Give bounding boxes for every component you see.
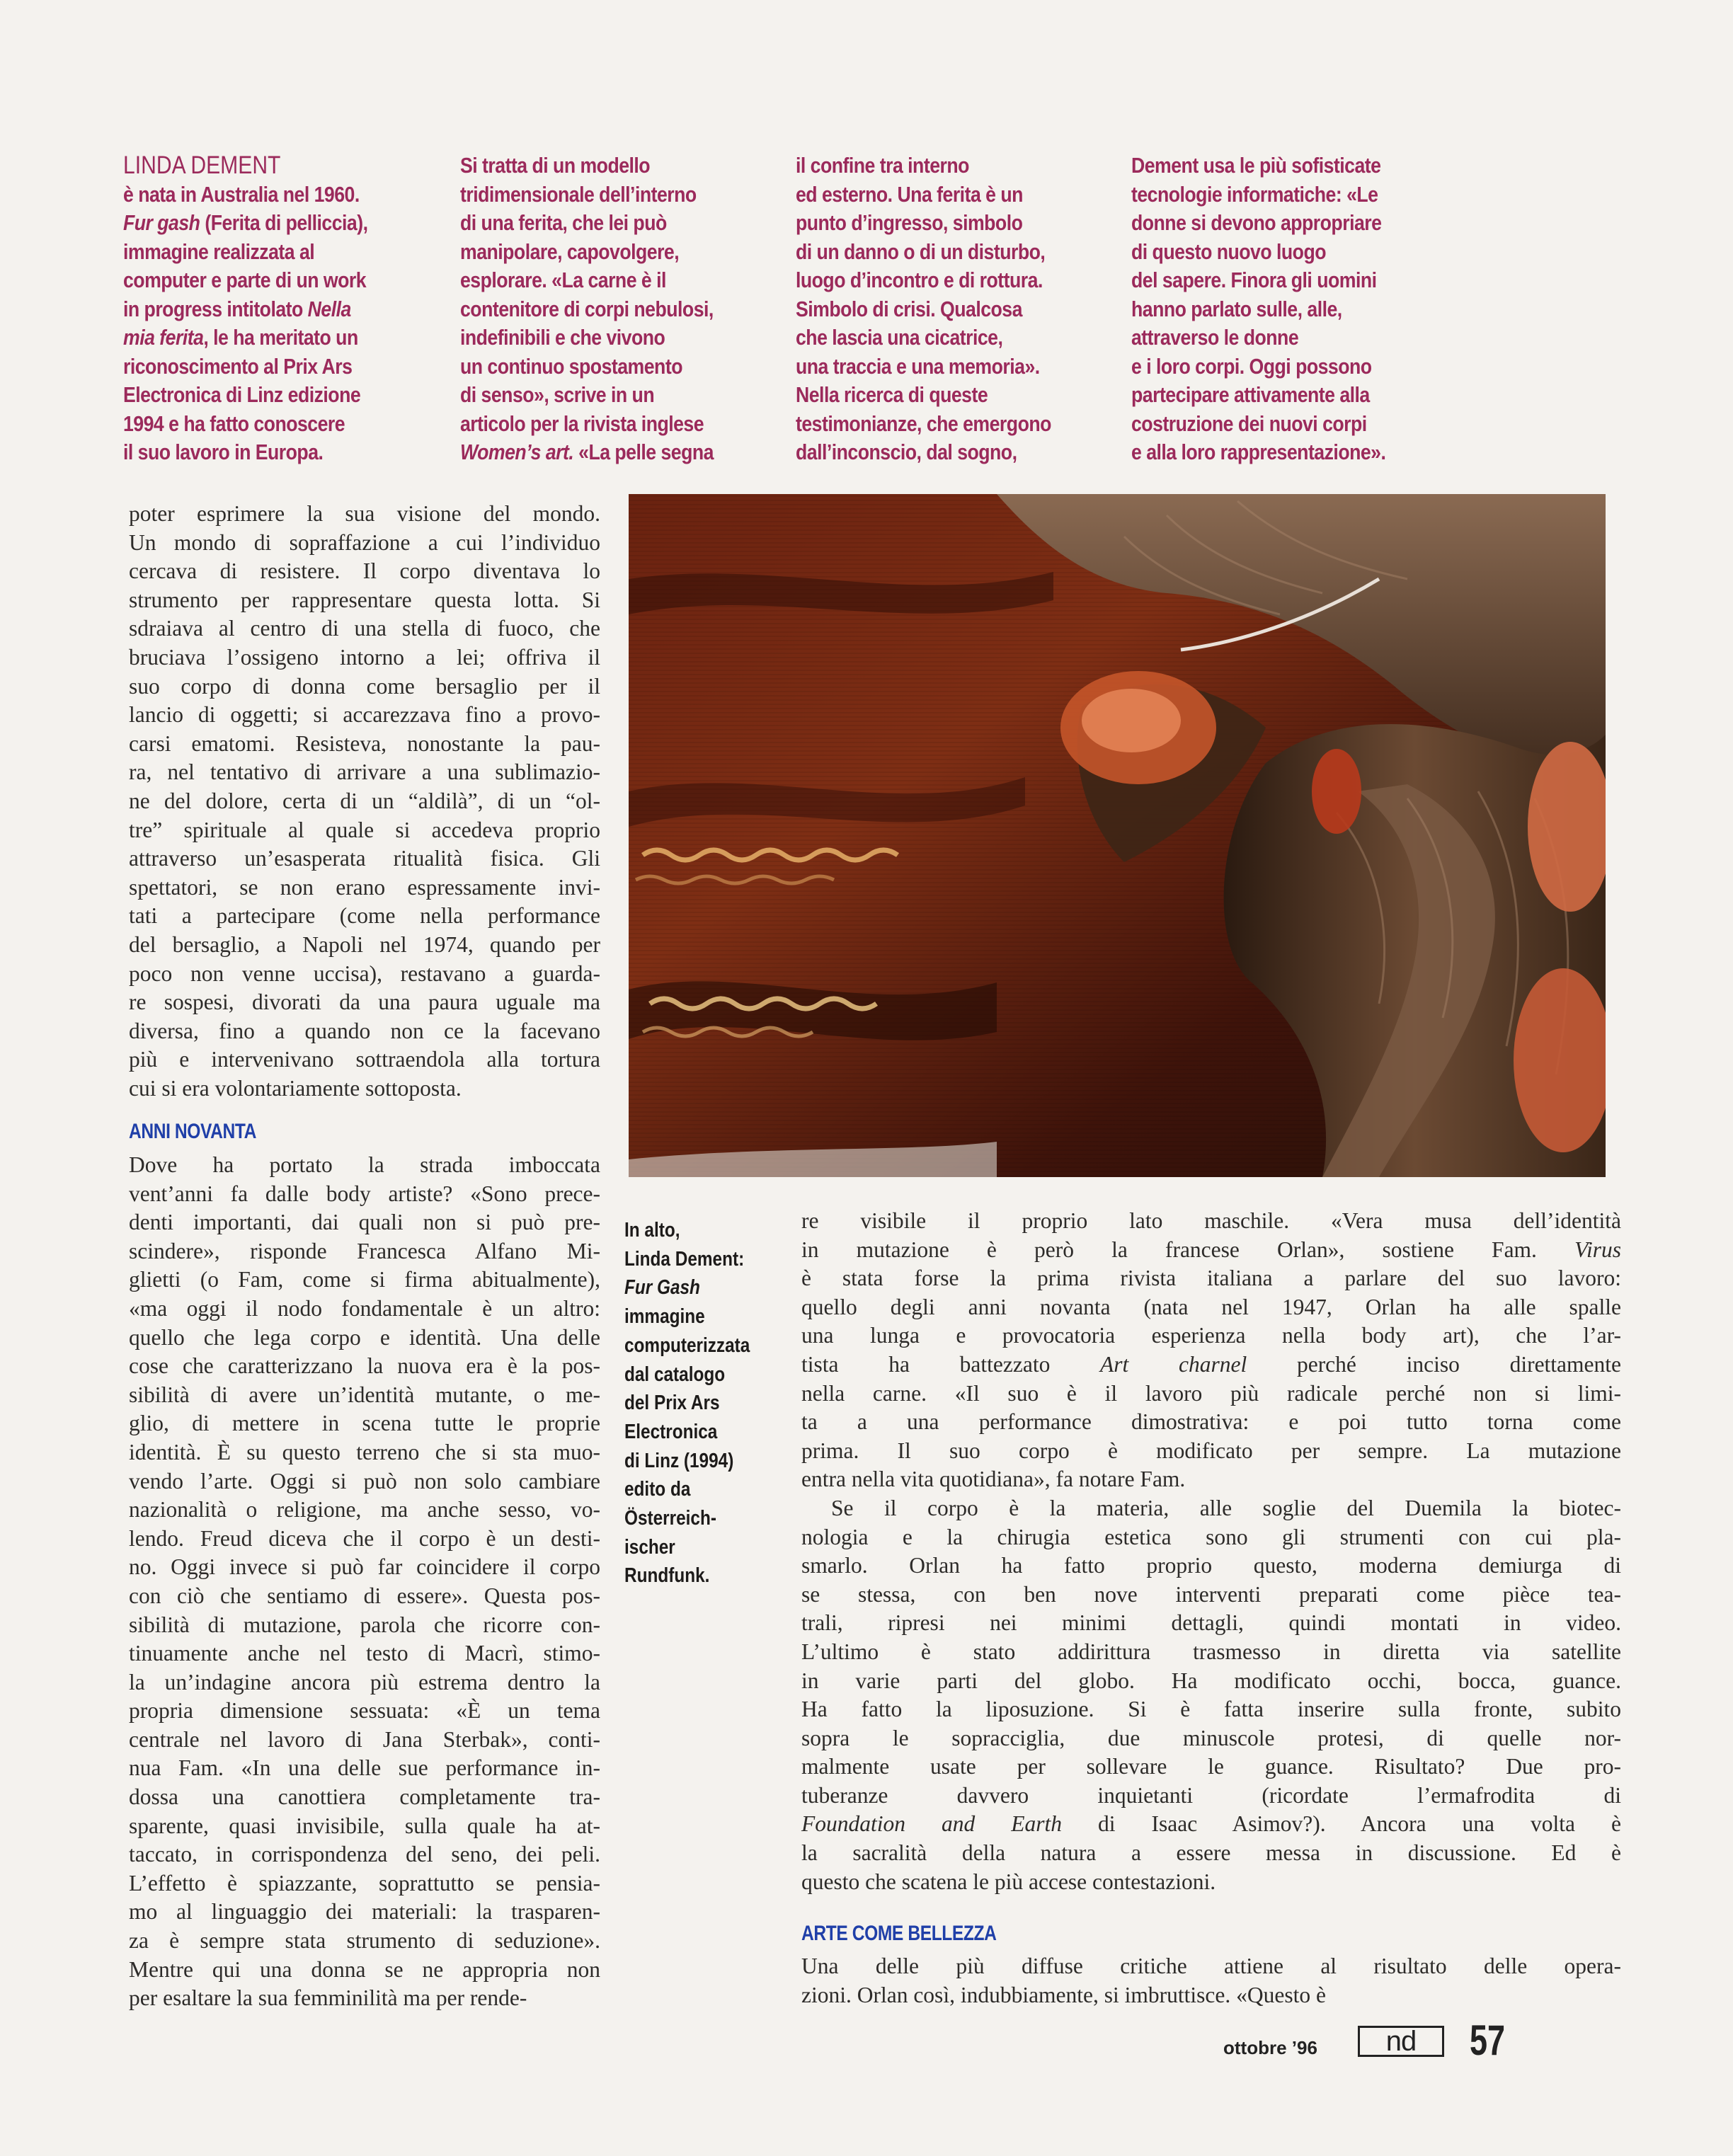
sidebar-line: luogo d’incontro e di rottura.	[796, 268, 1043, 292]
body-line: sopra le sopracciglia, due minuscole protesi, di quelle nor-	[801, 1725, 1621, 1750]
body-line: zioni. Orlan così, indubbiamente, si imbruttisce. «Questo è	[801, 1982, 1326, 2007]
body-line: identità. È su questo terreno che si sta muo-	[129, 1439, 600, 1464]
body-line: vendo l’arte. Oggi si può non solo cambiare	[129, 1468, 600, 1493]
sidebar-col-4	[1131, 151, 1412, 467]
body-line: la sacralità della natura a essere messa in discussione. Ed è	[801, 1840, 1621, 1866]
body-line: ta a una performance dimostrativa: e poi tutto torna come	[801, 1409, 1621, 1435]
body-line: mo al linguaggio dei materiali: la trasparen-	[129, 1899, 600, 1925]
caption-line: computerizzata	[624, 1334, 750, 1357]
sidebar-line: donne si devono appropriare	[1131, 210, 1382, 235]
sidebar-line: hanno parlato sulle, alle,	[1131, 296, 1342, 321]
body-line: entra nella vita quotidiana», fa notare Fam.	[801, 1467, 1186, 1492]
caption-line: immagine	[624, 1305, 705, 1329]
caption-line: Electronica	[624, 1420, 718, 1443]
magazine-logo: nd	[1358, 2026, 1444, 2057]
body-line: smarlo. Orlan ha fatto proprio questo, moderna demiurga di	[801, 1553, 1621, 1578]
body-line: tati a partecipare (come nella performance	[129, 903, 600, 929]
body-line: cercava di resistere. Il corpo diventava lo	[129, 558, 600, 584]
caption-line: di Linz (1994)	[624, 1449, 734, 1472]
body-line: una lunga e provocatoria esperienza nella body art), che l’ar-	[801, 1323, 1621, 1348]
sidebar-line: costruzione dei nuovi corpi	[1131, 411, 1367, 436]
body-line: ne del dolore, certa di un “aldilà”, di un “ol-	[129, 788, 600, 813]
body-line: prima. Il suo corpo è modificato per sempre. La mutazione	[801, 1438, 1621, 1463]
body-line: Una delle più diffuse critiche attiene al risultato delle opera-	[801, 1954, 1621, 1978]
body-line: re sospesi, divorati da una paura uguale ma	[129, 990, 600, 1015]
image-caption	[624, 1216, 750, 1590]
body-line: propria dimensione sessuata: «È un tema	[129, 1698, 600, 1724]
body-line: nella carne. «Il suo è il lavoro più radicale perché non si limi-	[801, 1380, 1621, 1406]
sidebar-line: articolo per la rivista inglese	[460, 411, 704, 436]
body-line: nua Fam. «In una delle sue performance in-	[129, 1755, 600, 1781]
body-line: diversa, fino a quando non ce la facevano	[129, 1018, 600, 1043]
body-line: attraverso un’esasperata ritualità fisica. Gli	[129, 846, 600, 871]
body-line: tre” spirituale al quale si accedeva proprio	[129, 817, 600, 842]
sidebar-line: Fur gash (Ferita di pelliccia),	[123, 210, 368, 235]
right-column-body	[801, 1207, 1621, 1896]
sidebar-line: il confine tra interno	[796, 153, 969, 178]
body-line: tinuamente anche nel testo di Macrì, stimo-	[129, 1641, 600, 1666]
caption-line: In alto,	[624, 1219, 680, 1242]
body-line: tuberanze davvero inquietanti (ricordate l’ermafrodita di	[801, 1782, 1621, 1808]
caption-line: Linda Dement:	[624, 1247, 745, 1271]
sidebar-line: Simbolo di crisi. Qualcosa	[796, 296, 1022, 321]
sidebar-line: una traccia e una memoria».	[796, 353, 1040, 379]
body-line: più e intervenivano sottraendola alla tortura	[129, 1047, 600, 1072]
sidebar-line: punto d’ingresso, simbolo	[796, 210, 1023, 235]
sidebar-line: tridimensionale dell’interno	[460, 181, 697, 207]
left-column-top	[129, 500, 600, 1103]
section-heading-arte-come-bellezza: ARTE COME BELLEZZA	[801, 1922, 997, 1945]
sidebar-line: immagine realizzata al	[123, 239, 315, 264]
body-line: cose che caratterizzano la nuova era è la pos-	[129, 1353, 600, 1379]
body-line: glio, di mettere in scena tutte le proprie	[129, 1411, 600, 1436]
sidebar-line: computer e parte di un work	[123, 268, 367, 292]
sidebar-line: di una ferita, che lei può	[460, 210, 667, 235]
sidebar-line: attraverso le donne	[1131, 325, 1299, 350]
sidebar-line: è nata in Australia nel 1960.	[123, 181, 360, 207]
body-line: nologia e la chirugia estetica sono gli strumenti con cui pla-	[801, 1524, 1621, 1549]
body-line: è stata forse la prima rivista italiana a parlare del suo lavoro:	[801, 1266, 1621, 1291]
sidebar-line: contenitore di corpi nebulosi,	[460, 296, 714, 321]
sidebar-line: e alla loro rappresentazione».	[1131, 440, 1386, 464]
sidebar-line: e i loro corpi. Oggi possono	[1131, 353, 1372, 379]
body-line: no. Oggi invece si può far coincidere il corpo	[129, 1554, 600, 1580]
artwork-fur-gash	[629, 494, 1606, 1177]
body-line: Un mondo di sopraffazione a cui l’individuo	[129, 529, 600, 555]
sidebar-line: ed esterno. Una ferita è un	[796, 181, 1023, 207]
body-line: trali, ripresi nei minimi dettagli, quindi montati in video.	[801, 1610, 1621, 1636]
body-line: taccato, in corrispondenza del seno, dei peli.	[129, 1842, 600, 1867]
body-line: con ciò che sentiamo di essere». Questa pos-	[129, 1583, 600, 1608]
body-line: quello degli anni novanta (nata nel 1947, Orlan ha alle spalle	[801, 1294, 1621, 1319]
sidebar-line: riconoscimento al Prix Ars	[123, 353, 353, 379]
sidebar-line: testimonianze, che emergono	[796, 411, 1051, 436]
sidebar-line: Si tratta di un modello	[460, 153, 651, 178]
sidebar-line: dall’inconscio, dal sogno,	[796, 440, 1017, 464]
sidebar-line: il suo lavoro in Europa.	[123, 440, 324, 464]
body-line: Dove ha portato la strada imboccata	[129, 1152, 600, 1177]
body-line: dossa una canottiera completamente tra-	[129, 1784, 600, 1810]
body-line: Ha fatto la liposuzione. Si è fatta inserire sulla fronte, subito	[801, 1697, 1621, 1722]
sidebar-col-3	[796, 151, 1076, 467]
body-line: L’ultimo è stato addirittura trasmesso in diretta via satellite	[801, 1639, 1621, 1664]
sidebar-line: di un danno o di un disturbo,	[796, 239, 1046, 264]
body-line: re visibile il proprio lato maschile. «Vera musa dell’identità	[801, 1208, 1621, 1233]
body-line: sparente, quasi invisibile, sulla quale ha at-	[129, 1813, 600, 1838]
sidebar-col-2	[460, 151, 740, 467]
body-line: Mentre qui una donna se ne appropria non	[129, 1956, 600, 1982]
artwork-graphic	[629, 494, 1606, 1177]
body-line: spettatori, se non erano espressamente invi-	[129, 874, 600, 900]
body-line: Se il corpo è la materia, alle soglie del Duemila la biotec-	[831, 1495, 1621, 1520]
sidebar-line: Women’s art. «La pelle segna	[460, 440, 714, 464]
body-line: sibilità di mutazione, parola che ricorre con-	[129, 1612, 600, 1637]
sidebar-line: 1994 e ha fatto conoscere	[123, 411, 345, 436]
body-line: sdraiava al centro di una stella di fuoco, che	[129, 616, 600, 641]
sidebar-line: di questo nuovo luogo	[1131, 239, 1326, 264]
caption-line: Fur Gash	[624, 1276, 700, 1300]
body-line: tista ha battezzato Art charnel perché inciso direttamente	[801, 1351, 1621, 1377]
body-line: in varie parti del globo. Ha modificato occhi, bocca, guance.	[801, 1668, 1621, 1693]
sidebar-line: Electronica di Linz edizione	[123, 382, 361, 407]
issue-date: ottobre ’96	[1223, 2037, 1317, 2058]
body-line: za è sempre stata strumento di seduzione».	[129, 1928, 600, 1954]
sidebar-col-1	[123, 151, 404, 467]
body-line: bruciava l’ossigeno intorno a lei; offriva il	[129, 644, 600, 670]
body-line: poter esprimere la sua visione del mondo.	[129, 501, 600, 526]
body-line: suo corpo di donna come bersaglio per il	[129, 673, 600, 699]
body-line: sibilità di avere un’identità mutante, o me-	[129, 1382, 600, 1407]
body-line: nazionalità o religione, ma anche sesso, vo-	[129, 1497, 600, 1523]
author-name: LINDA DEMENT	[123, 151, 281, 179]
caption-line: del Prix Ars	[624, 1392, 720, 1415]
body-line: strumento per rappresentare questa lotta. Si	[129, 587, 600, 612]
sidebar-line: Dement usa le più sofisticate	[1131, 153, 1381, 178]
body-line: quello che lega corpo e identità. Una delle	[129, 1324, 600, 1350]
right-column-bottom	[801, 1952, 1621, 2009]
body-line: in mutazione è però la francese Orlan», sostiene Fam. Virus	[801, 1237, 1621, 1262]
section-heading-anni-novanta: ANNI NOVANTA	[129, 1120, 257, 1143]
caption-line: ischer	[624, 1535, 675, 1559]
sidebar-line: Nella ricerca di queste	[796, 382, 988, 407]
body-line: del bersaglio, a Napoli nel 1974, quando per	[129, 931, 600, 957]
body-line: se stessa, con ben nove interventi preparati come pièce tea-	[801, 1581, 1621, 1607]
sidebar-line: indefinibili e che vivono	[460, 325, 665, 350]
body-line: glietti (o Fam, come si firma abitualmente),	[129, 1267, 600, 1292]
body-line: carsi ematomi. Resisteva, nonostante la pau-	[129, 730, 600, 756]
sidebar-line: del sapere. Finora gli uomini	[1131, 268, 1377, 292]
caption-line: Österreich-	[624, 1507, 716, 1530]
body-line: cui si era volontariamente sottoposta.	[129, 1075, 462, 1101]
sidebar-line: mia ferita, le ha meritato un	[123, 325, 358, 350]
sidebar-line: che lascia una cicatrice,	[796, 325, 1003, 350]
body-line: ra, nel tentativo di arrivare a una sublimazio-	[129, 759, 600, 785]
body-line: lancio di oggetti; si accarezzava fino a provo-	[129, 702, 600, 728]
body-line: Foundation and Earth di Isaac Asimov?). Ancora una volta è	[801, 1811, 1621, 1837]
body-line: poco non venne uccisa), restavano a guarda-	[129, 961, 600, 986]
sidebar-line: manipolare, capovolgere,	[460, 239, 680, 264]
body-line: vent’anni fa dalle body artiste? «Sono prece-	[129, 1181, 600, 1206]
sidebar-line: partecipare attivamente alla	[1131, 382, 1370, 407]
caption-line: dal catalogo	[624, 1363, 726, 1386]
page-number: 57	[1470, 2017, 1506, 2064]
body-line: malmente usate per sollevare le guance. Risultato? Due pro-	[801, 1754, 1621, 1779]
body-line: lendo. Freud diceva che il corpo è un desti-	[129, 1525, 600, 1551]
body-line: questo che scatena le più accese contestazioni.	[801, 1869, 1216, 1894]
body-line: L’effetto è spiazzante, soprattutto se pensia-	[129, 1870, 600, 1896]
sidebar-line: di senso», scrive in un	[460, 382, 655, 407]
caption-line: Rundfunk.	[624, 1564, 710, 1588]
body-line: centrale nel lavoro di Jana Sterbak», conti-	[129, 1726, 600, 1752]
left-column-bottom	[129, 1151, 600, 2013]
body-line: scindere», risponde Francesca Alfano Mi-	[129, 1238, 600, 1263]
sidebar-line: un continuo spostamento	[460, 353, 682, 379]
body-line: denti importanti, dai quali non si può pre-	[129, 1210, 600, 1235]
sidebar-line: tecnologie informatiche: «Le	[1131, 181, 1378, 207]
sidebar-line: esplorare. «La carne è il	[460, 268, 666, 292]
body-line: la un’indagine ancora più estrema dentro la	[129, 1669, 600, 1695]
body-line: per esaltare la sua femminilità ma per rende-	[129, 1985, 527, 2011]
caption-line: edito da	[624, 1478, 691, 1501]
body-line: «ma oggi il nodo fondamentale è un altro:	[129, 1295, 600, 1321]
sidebar-line: in progress intitolato Nella	[123, 296, 351, 321]
